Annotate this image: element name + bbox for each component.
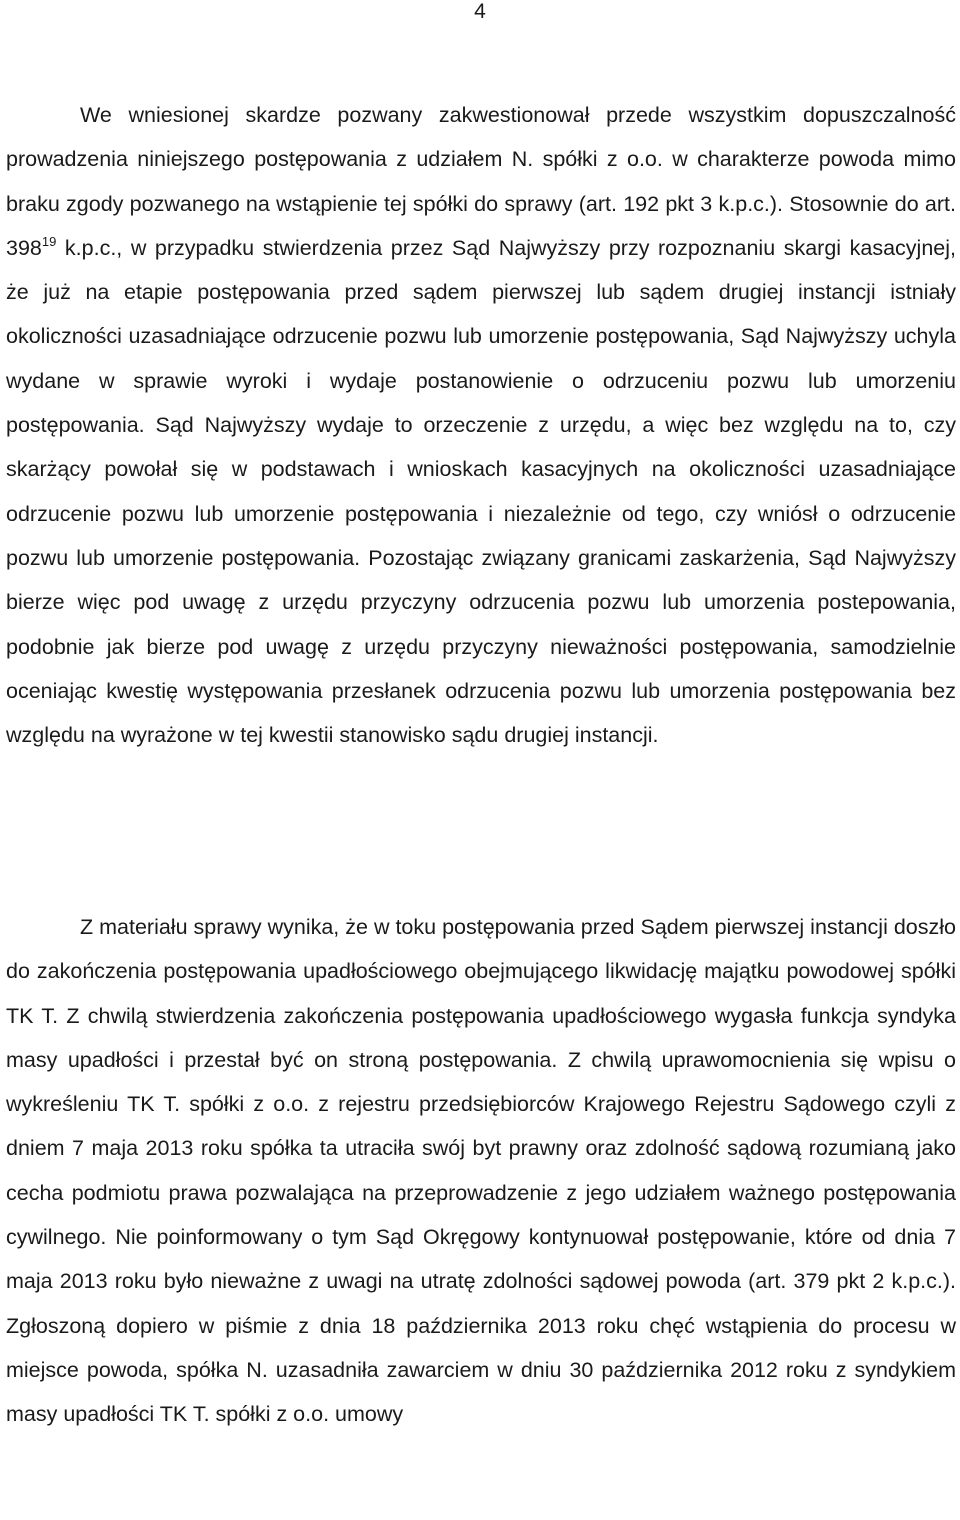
- paragraph-2: [6, 905, 956, 1437]
- page-number: 4: [474, 0, 486, 23]
- paragraph-1-text-a: We wniesionej skardze pozwany zakwestionował przede wszystkim dopuszczalność prowadzenia niniejszego postępowania z udziałem N. spółki z o.o. w charakterze powoda mimo braku zgody pozwanego na wstąpienie tej spółki do sprawy (art. 192 pkt 3 k.p.c.). Stosownie do art. 398: [6, 103, 956, 260]
- paragraph-1-text-b: k.p.c., w przypadku stwierdzenia przez Sąd Najwyższy przy rozpoznaniu skargi kasacyjnej, że już na etapie postępowania przed sądem pierwszej lub sądem drugiej instancji istniały okoliczności uzasadniające odrzucenie pozwu lub umorzenie postępowania, Sąd Najwyższy uchyla wydane w sprawie wyroki i wydaje postanowienie o odrzuceniu pozwu lub umorzeniu postępowania. Sąd Najwyższy wydaje to orzeczenie z urzędu, a więc bez względu na to, czy skarżący powołał się w podstawach i wnioskach kasacyjnych na okoliczności uzasadniające odrzucenie pozwu lub umorzenie postępowania i niezależnie od tego, czy wniósł o odrzucenie pozwu lub umorzenie postępowania. Pozostając związany granicami zaskarżenia, Sąd Najwyższy bierze więc pod uwagę z urzędu przyczyny odrzucenia pozwu lub umorzenia postepowania, podobnie jak bierze pod uwagę z urzędu przyczyny nieważności postępowania, samodzielnie oceniając kwestię występowania przesłanek odrzucenia pozwu lub umorzenia postępowania bez względu na wyrażone w tej kwestii stanowisko sądu drugiej instancji.: [6, 235, 956, 748]
- paragraph-1: [6, 93, 956, 757]
- article-superscript: 19: [41, 233, 57, 249]
- paragraph-2-text: Z materiału sprawy wynika, że w toku postępowania przed Sądem pierwszej instancji doszło do zakończenia postępowania upadłościowego obejmującego likwidację majątku powodowej spółki TK T. Z chwilą stwierdzenia zakończenia postępowania upadłościowego wygasła funkcja syndyka masy upadłości i przestał być on stroną postępowania. Z chwilą uprawomocnienia się wpisu o wykreśleniu TK T. spółki z o.o. z rejestru przedsiębiorców Krajowego Rejestru Sądowego czyli z dniem 7 maja 2013 roku spółka ta utraciła swój byt prawny oraz zdolność sądową rozumianą jako cecha podmiotu prawa pozwalająca na przeprowadzenie z jego udziałem ważnego postępowania cywilnego. Nie poinformowany o tym Sąd Okręgowy kontynuował postępowanie, które od dnia 7 maja 2013 roku było nieważne z uwagi na utratę zdolności sądowej powoda (art. 379 pkt 2 k.p.c.). Zgłoszoną dopiero w piśmie z dnia 18 października 2013 roku chęć wstąpienia do procesu w miejsce powoda, spółka N. uzasadniła zawarciem w dniu 30 października 2012 roku z syndykiem masy upadłości TK T. spółki z o.o. umowy: [6, 915, 956, 1427]
